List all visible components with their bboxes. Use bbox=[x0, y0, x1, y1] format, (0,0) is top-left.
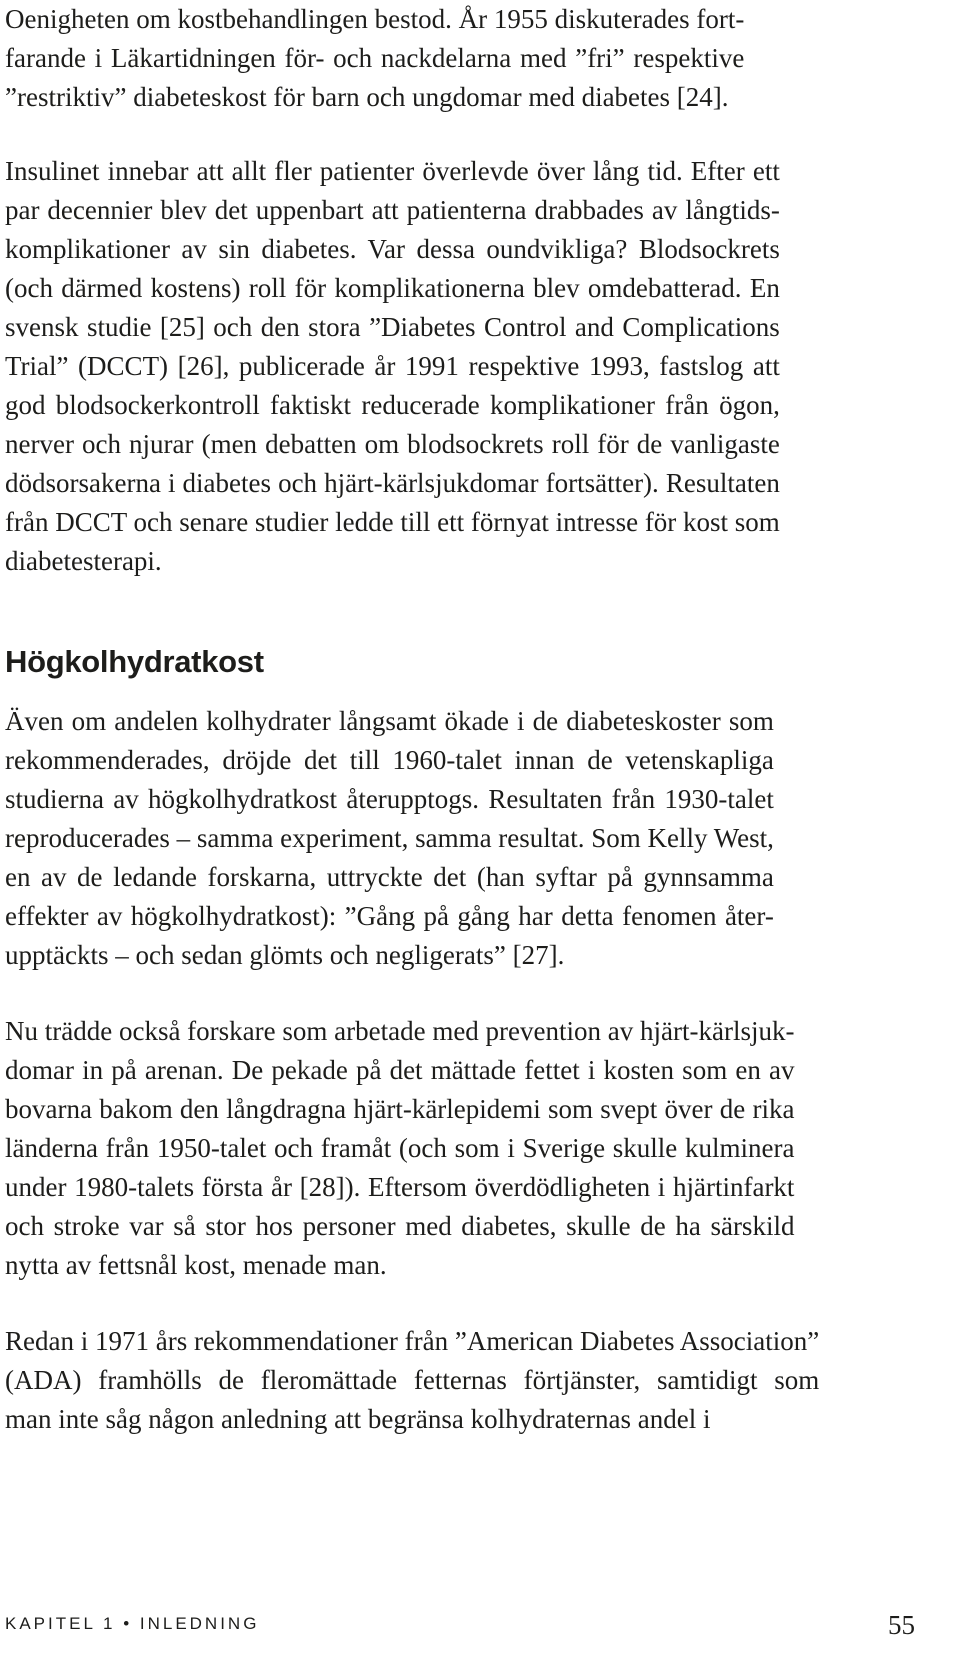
text-line: nytta av fettsnål kost, menade man. bbox=[5, 1250, 387, 1280]
text-line: reproducerades – samma experiment, samma resultat. Som Kelly West, bbox=[5, 823, 774, 853]
paragraph-ada bbox=[5, 1322, 819, 1439]
text-line: farande i Läkartidningen för- och nackdelarna med ”fri” respektive bbox=[5, 43, 745, 73]
text-line: en av de ledande forskarna, uttryckte det (han syftar på gynnsamma bbox=[5, 862, 774, 892]
page-number: 55 bbox=[888, 1610, 915, 1640]
text-line: (och därmed kostens) roll för komplikationerna blev omdebatterad. En bbox=[5, 273, 780, 303]
paragraph-insulinet bbox=[5, 152, 780, 581]
page-footer bbox=[5, 1610, 915, 1640]
text-line: under 1980-talets första år [28]). Eftersom överdödligheten i hjärtinfarkt bbox=[5, 1172, 795, 1202]
text-line: domar in på arenan. De pekade på det mättade fettet i kosten som en av bbox=[5, 1055, 795, 1085]
paragraph-andelen bbox=[5, 702, 774, 975]
text-line: effekter av högkolhydratkost): ”Gång på gång har detta fenomen åter- bbox=[5, 901, 774, 931]
paragraph-prevention bbox=[5, 1012, 794, 1285]
text-line: Insulinet innebar att allt fler patienter överlevde över lång tid. Efter ett bbox=[5, 156, 780, 186]
text-line: diabetesterapi. bbox=[5, 546, 162, 576]
text-line: par decennier blev det uppenbart att patienterna drabbades av långtids- bbox=[5, 195, 780, 225]
text-line: rekommenderades, dröjde det till 1960-talet innan de vetenskapliga bbox=[5, 745, 774, 775]
text-line: Trial” (DCCT) [26], publicerade år 1991 respektive 1993, fastslog att bbox=[5, 351, 780, 381]
paragraph-kostbehandling bbox=[5, 0, 744, 117]
text-line: länderna från 1950-talet och framåt (och som i Sverige skulle kulminera bbox=[5, 1133, 795, 1163]
text-line: Redan i 1971 års rekommendationer från ”American Diabetes Association” bbox=[5, 1326, 820, 1356]
text-line: komplikationer av sin diabetes. Var dessa oundvikliga? Blodsockrets bbox=[5, 234, 780, 264]
text-line: studierna av högkolhydratkost återupptogs. Resultaten från 1930-talet bbox=[5, 784, 774, 814]
text-line: svensk studie [25] och den stora ”Diabetes Control and Complications bbox=[5, 312, 780, 342]
text-line: (ADA) framhölls de fleromättade fetternas förtjänster, samtidigt som bbox=[5, 1365, 820, 1395]
text-line: Även om andelen kolhydrater långsamt ökade i de diabeteskoster som bbox=[5, 706, 774, 736]
text-line: dödsorsakerna i diabetes och hjärt-kärlsjukdomar fortsätter). Resultaten bbox=[5, 468, 780, 498]
chapter-label: KAPITEL 1 • INLEDNING bbox=[5, 1614, 260, 1633]
text-line: upptäckts – och sedan glömts och negligerats” [27]. bbox=[5, 940, 565, 970]
text-line: och stroke var så stor hos personer med diabetes, skulle de ha särskild bbox=[5, 1211, 795, 1241]
text-line: Nu trädde också forskare som arbetade med prevention av hjärt-kärlsjuk- bbox=[5, 1016, 795, 1046]
text-line: god blodsockerkontroll faktiskt reducerade komplikationer från ögon, bbox=[5, 390, 780, 420]
text-line: från DCCT och senare studier ledde till ett förnyat intresse för kost som bbox=[5, 507, 780, 537]
text-line: ”restriktiv” diabeteskost för barn och ungdomar med diabetes [24]. bbox=[5, 82, 729, 112]
text-line: Oenigheten om kostbehandlingen bestod. År 1955 diskuterades fort- bbox=[5, 4, 745, 34]
text-line: man inte såg någon anledning att begränsa kolhydraternas andel i bbox=[5, 1404, 711, 1434]
section-heading: Högkolhydratkost bbox=[5, 644, 264, 679]
text-line: bovarna bakom den långdragna hjärt-kärlepidemi som svept över de rika bbox=[5, 1094, 795, 1124]
text-line: nerver och njurar (men debatten om blodsockrets roll för de vanligaste bbox=[5, 429, 780, 459]
